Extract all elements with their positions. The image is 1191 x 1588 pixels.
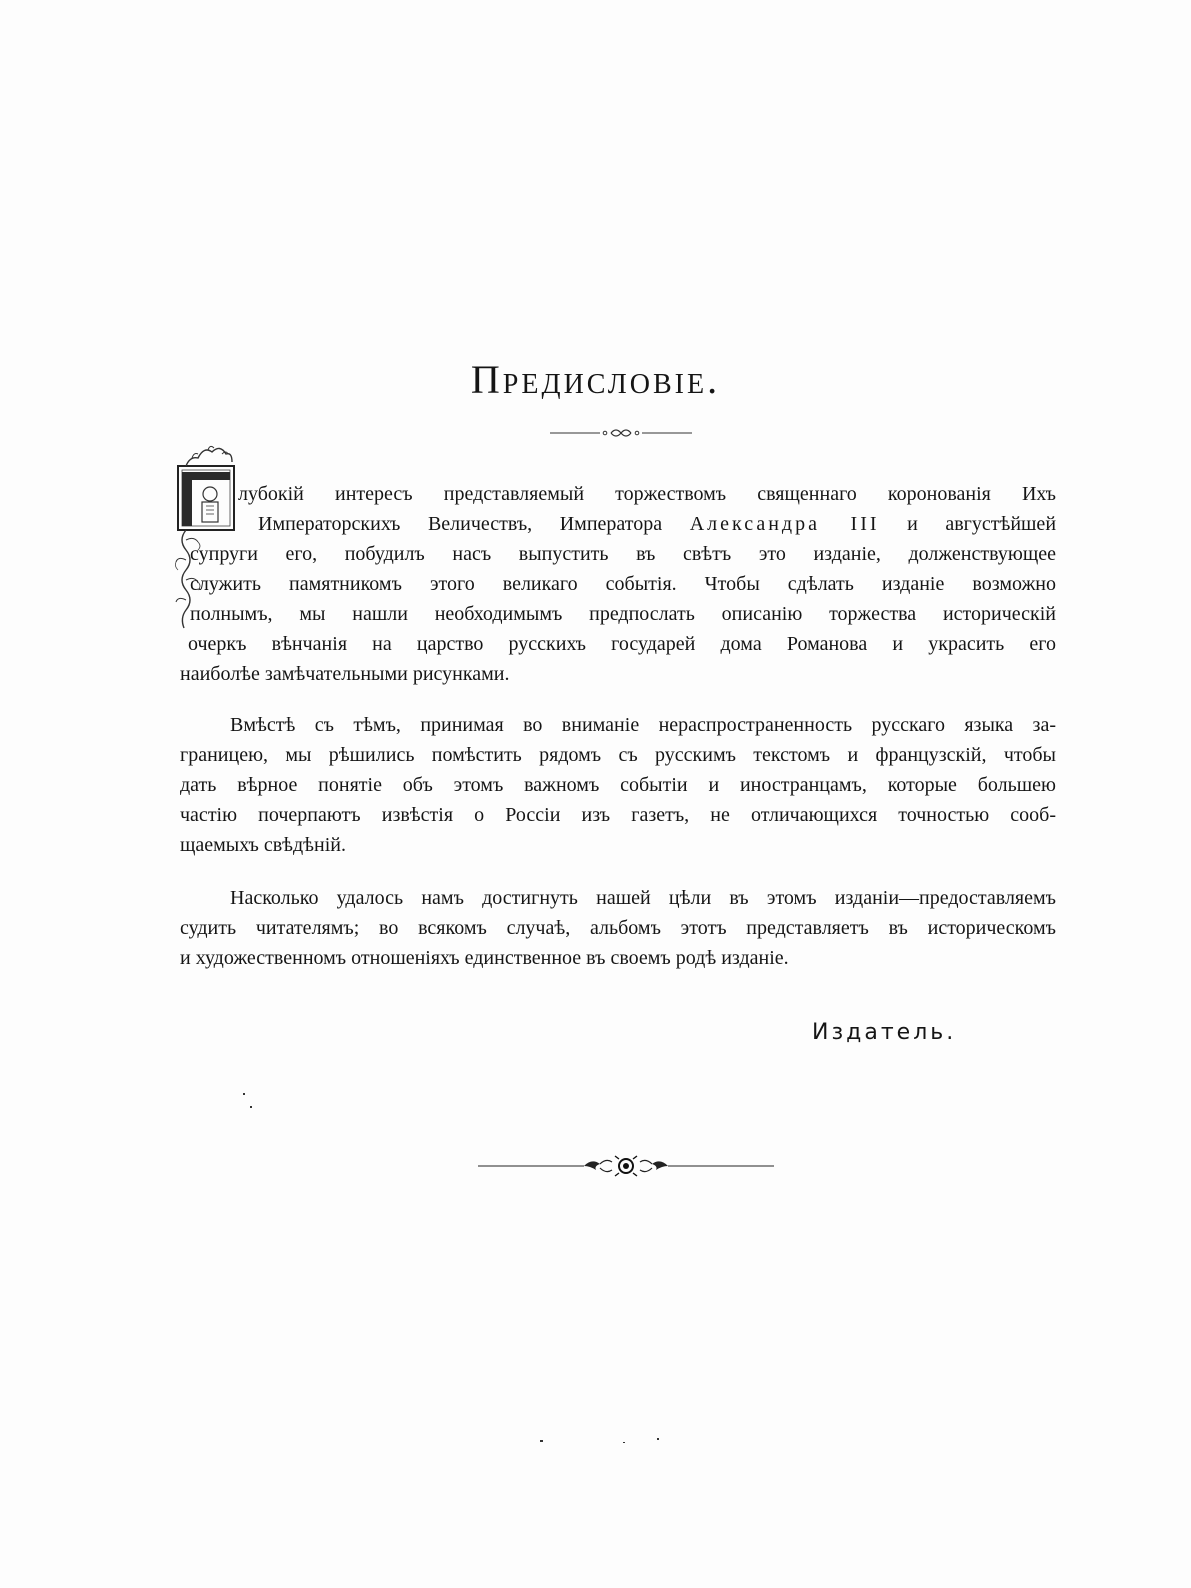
paragraph-line: частію почерпаютъ извѣстія о Россіи изъ газетъ, не отличающихся точностью сооб- [180, 804, 1056, 826]
publisher-signature: Издатель. [812, 1020, 957, 1045]
paragraph-line: дать вѣрное понятіе объ этомъ важномъ событіи и иностранцамъ, которые большею [180, 774, 1056, 796]
paragraph-line: очеркъ вѣнчанія на царство русскихъ государей дома Романова и украсить его [188, 633, 1056, 655]
paragraph-line: судить читателямъ; во всякомъ случаѣ, альбомъ этотъ представляетъ въ историческомъ [180, 917, 1056, 939]
print-speck [540, 1440, 543, 1442]
preface-paragraph-1 [180, 479, 1056, 689]
paragraph-line: Императорскихъ Величествъ, Императора Александра III и августѣйшей [258, 513, 1057, 535]
paragraph-line: полнымъ, мы нашли необходимымъ предпослать описанію торжества историческій [190, 603, 1056, 625]
paragraph-line: супруги его, побудилъ насъ выпустить въ свѣтъ это изданіе, долженствующее [190, 543, 1056, 565]
preface-paragraph-3 [180, 883, 1056, 973]
print-speck [250, 1106, 252, 1108]
page-title: Предисловіе. [470, 357, 721, 402]
paragraph-line: и художественномъ отношеніяхъ единственное въ своемъ родѣ изданіе. [180, 947, 789, 969]
paragraph-line: Насколько удалось намъ достигнуть нашей цѣли въ этомъ изданіи—предоставляемъ [230, 887, 1056, 909]
paragraph-line: служить памятникомъ этого великаго событія. Чтобы сдѣлать изданіе возможно [190, 573, 1056, 595]
emperor-name: Александра III [689, 513, 880, 535]
paragraph-line: границею, мы рѣшились помѣстить рядомъ съ русскимъ текстомъ и французскій, чтобы [180, 744, 1056, 766]
title-divider-ornament [548, 426, 694, 440]
print-speck [657, 1438, 659, 1440]
paragraph-line: наиболѣе замѣчательными рисунками. [180, 663, 510, 685]
paragraph-line: лубокій интересъ представляемый торжествомъ священнаго коронованія Ихъ [238, 483, 1056, 505]
preface-paragraph-2 [180, 710, 1056, 860]
closing-ornament [476, 1153, 776, 1179]
print-speck [623, 1442, 625, 1443]
paragraph-line: Вмѣстѣ съ тѣмъ, принимая во вниманіе нераспространенность русскаго языка за- [230, 714, 1056, 736]
paragraph-line: щаемыхъ свѣдѣній. [180, 834, 347, 856]
print-speck [243, 1093, 245, 1095]
